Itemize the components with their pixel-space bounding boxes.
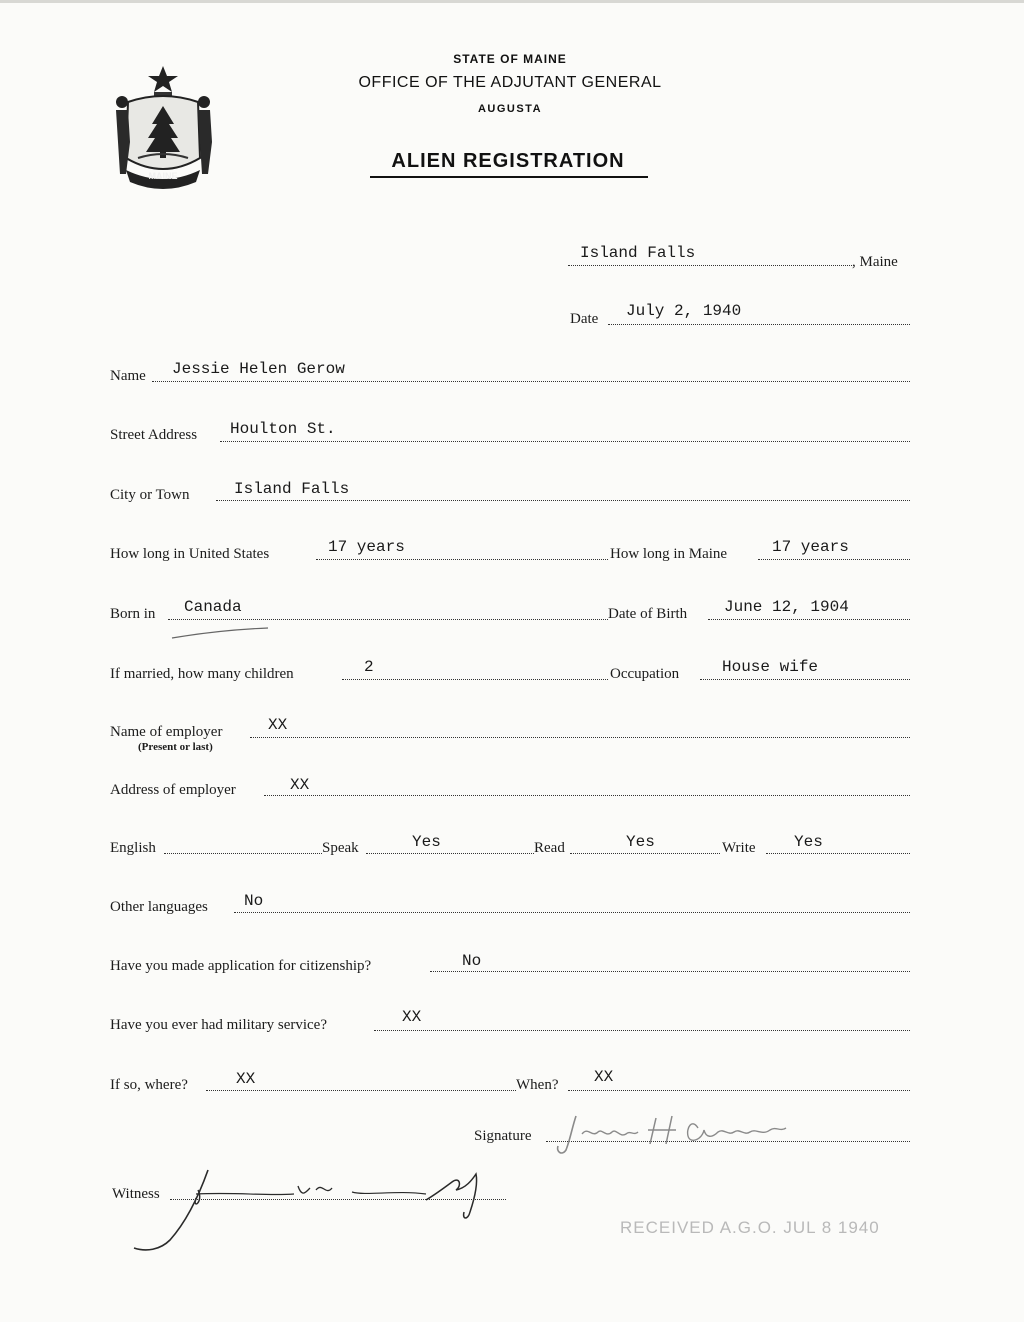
date-line — [608, 324, 910, 325]
birth-date-label: Date of Birth — [608, 606, 688, 622]
handwritten-signature — [548, 1108, 808, 1158]
name-label: Name — [110, 368, 146, 384]
employer-address-line — [264, 795, 910, 796]
state-heading: STATE OF MAINE — [453, 52, 567, 66]
children-value: 2 — [364, 658, 374, 676]
read-label: Read — [534, 840, 565, 856]
employer-line — [250, 737, 910, 738]
employer-sublabel: (Present or last) — [138, 741, 213, 753]
maine-duration-line — [758, 559, 910, 560]
military-line — [374, 1030, 910, 1031]
seal-banner-text: MAINE — [148, 171, 178, 181]
when-label: When? — [516, 1077, 559, 1093]
city-value: Island Falls — [234, 480, 350, 498]
birth-date-value: June 12, 1904 — [724, 598, 849, 616]
born-in-value: Canada — [184, 598, 242, 616]
when-value: XX — [594, 1068, 614, 1086]
pen-stroke-mark — [170, 626, 270, 642]
location-suffix: , Maine — [852, 254, 898, 270]
born-in-line — [168, 619, 608, 620]
us-duration-value: 17 years — [328, 538, 405, 556]
speak-value: Yes — [412, 833, 441, 851]
occupation-value: House wife — [722, 658, 819, 676]
when-line — [568, 1090, 910, 1091]
employer-address-label: Address of employer — [110, 782, 236, 798]
employer-label: Name of employer — [110, 724, 223, 740]
read-line — [570, 853, 720, 854]
military-label: Have you ever had military service? — [110, 1017, 327, 1033]
write-value: Yes — [794, 833, 823, 851]
where-value: XX — [236, 1070, 256, 1088]
name-line — [152, 381, 910, 382]
location-line — [568, 265, 852, 266]
citizenship-label: Have you made application for citizenship? — [110, 958, 372, 974]
street-value: Houlton St. — [230, 420, 336, 438]
maine-duration-label: How long in Maine — [610, 546, 728, 562]
occupation-label: Occupation — [610, 666, 680, 682]
office-heading: OFFICE OF THE ADJUTANT GENERAL — [358, 74, 662, 91]
citizenship-line — [430, 971, 910, 972]
form-title: ALIEN REGISTRATION — [391, 150, 625, 172]
write-label: Write — [722, 840, 756, 856]
other-languages-value: No — [244, 892, 264, 910]
witness-signature — [126, 1162, 516, 1254]
us-duration-label: How long in United States — [110, 546, 270, 562]
citizenship-value: No — [462, 952, 482, 970]
name-value: Jessie Helen Gerow — [172, 360, 345, 378]
city-heading: AUGUSTA — [477, 103, 543, 115]
english-line — [164, 853, 322, 854]
witness-label: Witness — [112, 1186, 160, 1202]
born-in-label: Born in — [110, 606, 156, 622]
children-line — [342, 679, 608, 680]
street-line — [220, 441, 910, 442]
english-label: English — [110, 840, 156, 856]
where-line — [206, 1090, 516, 1091]
birth-date-line — [708, 619, 910, 620]
street-label: Street Address — [110, 427, 198, 443]
children-label: If married, how many children — [110, 666, 294, 682]
read-value: Yes — [626, 833, 655, 851]
scan-edge — [0, 0, 1024, 3]
maine-duration-value: 17 years — [772, 538, 849, 556]
military-value: XX — [402, 1008, 422, 1026]
speak-line — [366, 853, 534, 854]
occupation-line — [700, 679, 910, 680]
received-stamp: RECEIVED A.G.O. JUL 8 1940 — [620, 1218, 880, 1237]
location-value: Island Falls — [580, 244, 696, 262]
city-line — [216, 500, 910, 501]
signature-label: Signature — [474, 1128, 532, 1144]
other-languages-label: Other languages — [110, 899, 208, 915]
us-duration-line — [316, 559, 608, 560]
write-line — [766, 853, 910, 854]
speak-label: Speak — [322, 840, 359, 856]
employer-value: XX — [268, 716, 288, 734]
title-underline — [370, 176, 648, 178]
employer-address-value: XX — [290, 776, 310, 794]
date-label: Date — [570, 311, 599, 327]
other-languages-line — [234, 912, 910, 913]
date-value: July 2, 1940 — [626, 302, 742, 320]
city-label: City or Town — [110, 487, 190, 503]
where-label: If so, where? — [110, 1077, 188, 1093]
